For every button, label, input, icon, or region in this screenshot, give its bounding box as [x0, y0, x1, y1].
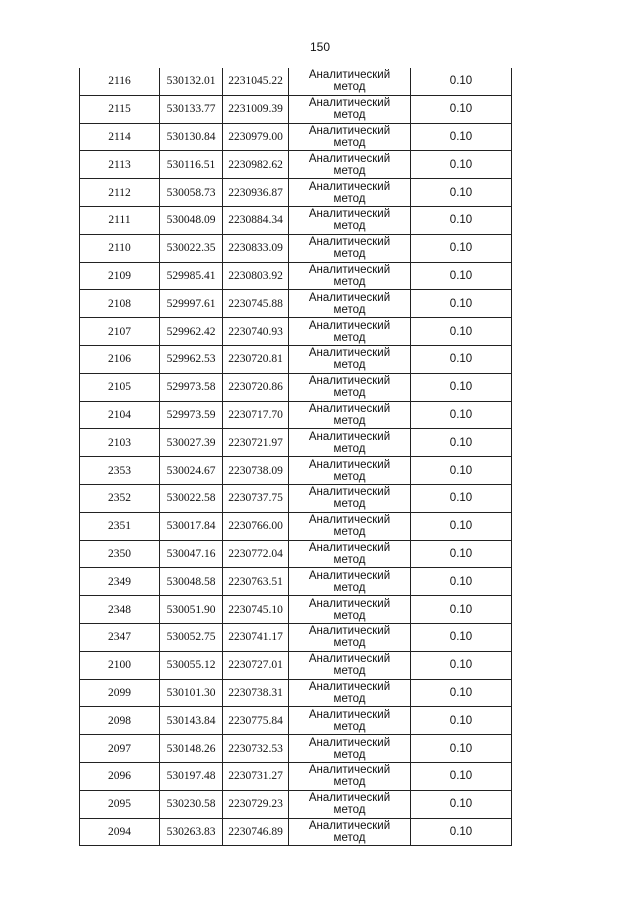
- error-cell: 0.10: [411, 151, 512, 179]
- method-cell: [289, 457, 411, 485]
- method-label-line2: метод: [333, 331, 366, 344]
- error-cell: 0.10: [411, 707, 512, 735]
- method-label-line1: Аналитический: [308, 708, 391, 721]
- point-id-cell: 2114: [80, 123, 160, 151]
- method-label-line1: Аналитический: [308, 375, 391, 388]
- x-coordinate-cell: 530101.30: [160, 679, 223, 707]
- method-label-line1: Аналитический: [308, 514, 391, 527]
- error-cell: 0.10: [411, 68, 512, 95]
- point-id-cell: 2098: [80, 707, 160, 735]
- point-id-cell: 2110: [80, 234, 160, 262]
- table-row: [80, 206, 512, 234]
- method-cell: [289, 540, 411, 568]
- x-coordinate-cell: 530058.73: [160, 179, 223, 207]
- method-cell: [289, 679, 411, 707]
- y-coordinate-cell: 2230884.34: [223, 206, 289, 234]
- table-row: [80, 95, 512, 123]
- method-cell: [289, 568, 411, 596]
- table-row: [80, 262, 512, 290]
- method-cell: [289, 512, 411, 540]
- method-label-line2: метод: [333, 109, 366, 122]
- y-coordinate-cell: 2230766.00: [223, 512, 289, 540]
- method-label-line2: метод: [333, 248, 366, 261]
- method-label-line2: метод: [333, 776, 366, 789]
- point-id-cell: 2097: [80, 735, 160, 763]
- x-coordinate-cell: 529973.58: [160, 373, 223, 401]
- point-id-cell: 2349: [80, 568, 160, 596]
- x-coordinate-cell: 530055.12: [160, 651, 223, 679]
- point-id-cell: 2103: [80, 429, 160, 457]
- method-cell: [289, 373, 411, 401]
- y-coordinate-cell: 2230717.70: [223, 401, 289, 429]
- method-label-line1: Аналитический: [308, 653, 391, 666]
- method-label-line1: Аналитический: [308, 792, 391, 805]
- error-cell: 0.10: [411, 95, 512, 123]
- x-coordinate-cell: 530132.01: [160, 68, 223, 95]
- method-label-line1: Аналитический: [308, 208, 391, 221]
- point-id-cell: 2116: [80, 68, 160, 95]
- y-coordinate-cell: 2230772.04: [223, 540, 289, 568]
- point-id-cell: 2347: [80, 623, 160, 651]
- x-coordinate-cell: 530263.83: [160, 818, 223, 846]
- x-coordinate-cell: 530230.58: [160, 790, 223, 818]
- method-label-line2: метод: [333, 414, 366, 427]
- method-cell: [289, 262, 411, 290]
- x-coordinate-cell: 530052.75: [160, 623, 223, 651]
- method-cell: [289, 651, 411, 679]
- method-label-line2: метод: [333, 665, 366, 678]
- method-label-line2: метод: [333, 81, 366, 94]
- x-coordinate-cell: 529973.59: [160, 401, 223, 429]
- x-coordinate-cell: 530133.77: [160, 95, 223, 123]
- method-cell: [289, 623, 411, 651]
- method-label-line2: метод: [333, 442, 366, 455]
- point-id-cell: 2111: [80, 206, 160, 234]
- y-coordinate-cell: 2230732.53: [223, 735, 289, 763]
- y-coordinate-cell: 2231009.39: [223, 95, 289, 123]
- y-coordinate-cell: 2230738.09: [223, 457, 289, 485]
- method-cell: [289, 290, 411, 318]
- method-cell: [289, 707, 411, 735]
- method-label-line2: метод: [333, 748, 366, 761]
- point-id-cell: 2348: [80, 596, 160, 624]
- error-cell: 0.10: [411, 373, 512, 401]
- table-row: [80, 429, 512, 457]
- table-row: [80, 234, 512, 262]
- y-coordinate-cell: 2230982.62: [223, 151, 289, 179]
- point-id-cell: 2112: [80, 179, 160, 207]
- method-label-line1: Аналитический: [308, 402, 391, 415]
- error-cell: 0.10: [411, 818, 512, 846]
- method-cell: [289, 484, 411, 512]
- method-label-line1: Аналитический: [308, 347, 391, 360]
- error-cell: 0.10: [411, 512, 512, 540]
- method-label-line1: Аналитический: [308, 319, 391, 332]
- method-label-line1: Аналитический: [308, 486, 391, 499]
- x-coordinate-cell: 529997.61: [160, 290, 223, 318]
- method-label-line1: Аналитический: [308, 236, 391, 249]
- error-cell: 0.10: [411, 457, 512, 485]
- x-coordinate-cell: 530048.58: [160, 568, 223, 596]
- method-cell: [289, 790, 411, 818]
- table-row: [80, 596, 512, 624]
- error-cell: 0.10: [411, 318, 512, 346]
- x-coordinate-cell: 530047.16: [160, 540, 223, 568]
- x-coordinate-cell: 530022.35: [160, 234, 223, 262]
- error-cell: 0.10: [411, 206, 512, 234]
- x-coordinate-cell: 530027.39: [160, 429, 223, 457]
- method-label-line1: Аналитический: [308, 263, 391, 276]
- y-coordinate-cell: 2230720.86: [223, 373, 289, 401]
- error-cell: 0.10: [411, 651, 512, 679]
- x-coordinate-cell: 530197.48: [160, 762, 223, 790]
- error-cell: 0.10: [411, 484, 512, 512]
- x-coordinate-cell: 530148.26: [160, 735, 223, 763]
- x-coordinate-cell: 530116.51: [160, 151, 223, 179]
- y-coordinate-cell: 2230727.01: [223, 651, 289, 679]
- point-id-cell: 2099: [80, 679, 160, 707]
- table-row: [80, 735, 512, 763]
- y-coordinate-cell: 2230746.89: [223, 818, 289, 846]
- error-cell: 0.10: [411, 429, 512, 457]
- error-cell: 0.10: [411, 234, 512, 262]
- x-coordinate-cell: 530143.84: [160, 707, 223, 735]
- x-coordinate-cell: 530017.84: [160, 512, 223, 540]
- point-id-cell: 2352: [80, 484, 160, 512]
- table-row: [80, 457, 512, 485]
- table-row: [80, 401, 512, 429]
- x-coordinate-cell: 529962.42: [160, 318, 223, 346]
- error-cell: 0.10: [411, 540, 512, 568]
- method-cell: [289, 429, 411, 457]
- table-row: [80, 290, 512, 318]
- point-id-cell: 2104: [80, 401, 160, 429]
- point-id-cell: 2353: [80, 457, 160, 485]
- method-cell: [289, 596, 411, 624]
- method-label-line1: Аналитический: [308, 764, 391, 777]
- table-row: [80, 568, 512, 596]
- y-coordinate-cell: 2230731.27: [223, 762, 289, 790]
- y-coordinate-cell: 2230729.23: [223, 790, 289, 818]
- y-coordinate-cell: 2230745.10: [223, 596, 289, 624]
- x-coordinate-cell: 530130.84: [160, 123, 223, 151]
- method-label-line1: Аналитический: [308, 152, 391, 165]
- error-cell: 0.10: [411, 762, 512, 790]
- error-cell: 0.10: [411, 179, 512, 207]
- method-cell: [289, 762, 411, 790]
- point-id-cell: 2095: [80, 790, 160, 818]
- method-label-line2: метод: [333, 192, 366, 205]
- method-label-line2: метод: [333, 720, 366, 733]
- method-label-line2: метод: [333, 220, 366, 233]
- method-label-line1: Аналитический: [308, 180, 391, 193]
- y-coordinate-cell: 2230720.81: [223, 345, 289, 373]
- table-row: [80, 484, 512, 512]
- table-row: [80, 651, 512, 679]
- coordinates-table: [79, 68, 512, 846]
- point-id-cell: 2350: [80, 540, 160, 568]
- table-row: [80, 318, 512, 346]
- method-label-line2: метод: [333, 387, 366, 400]
- table-row: [80, 790, 512, 818]
- x-coordinate-cell: 530022.58: [160, 484, 223, 512]
- point-id-cell: 2113: [80, 151, 160, 179]
- x-coordinate-cell: 529985.41: [160, 262, 223, 290]
- method-label-line2: метод: [333, 637, 366, 650]
- method-label-line1: Аналитический: [308, 458, 391, 471]
- method-label-line2: метод: [333, 553, 366, 566]
- method-label-line2: метод: [333, 831, 366, 844]
- method-cell: [289, 234, 411, 262]
- x-coordinate-cell: 529962.53: [160, 345, 223, 373]
- table-row: [80, 512, 512, 540]
- method-cell: [289, 735, 411, 763]
- coordinates-table-body: [80, 68, 512, 846]
- y-coordinate-cell: 2230763.51: [223, 568, 289, 596]
- error-cell: 0.10: [411, 123, 512, 151]
- method-label-line1: Аналитический: [308, 597, 391, 610]
- point-id-cell: 2115: [80, 95, 160, 123]
- method-label-line2: метод: [333, 164, 366, 177]
- table-row: [80, 151, 512, 179]
- error-cell: 0.10: [411, 290, 512, 318]
- method-cell: [289, 95, 411, 123]
- error-cell: 0.10: [411, 623, 512, 651]
- x-coordinate-cell: 530051.90: [160, 596, 223, 624]
- method-label-line2: метод: [333, 303, 366, 316]
- method-label-line2: метод: [333, 275, 366, 288]
- method-cell: [289, 206, 411, 234]
- point-id-cell: 2351: [80, 512, 160, 540]
- method-cell: [289, 151, 411, 179]
- method-cell: [289, 318, 411, 346]
- method-label-line1: Аналитический: [308, 291, 391, 304]
- method-label-line1: Аналитический: [308, 69, 391, 82]
- error-cell: 0.10: [411, 679, 512, 707]
- point-id-cell: 2105: [80, 373, 160, 401]
- method-label-line2: метод: [333, 804, 366, 817]
- point-id-cell: 2094: [80, 818, 160, 846]
- method-label-line2: метод: [333, 609, 366, 622]
- error-cell: 0.10: [411, 345, 512, 373]
- y-coordinate-cell: 2230741.17: [223, 623, 289, 651]
- x-coordinate-cell: 530024.67: [160, 457, 223, 485]
- point-id-cell: 2100: [80, 651, 160, 679]
- method-label-line1: Аналитический: [308, 736, 391, 749]
- method-label-line2: метод: [333, 498, 366, 511]
- error-cell: 0.10: [411, 262, 512, 290]
- y-coordinate-cell: 2230775.84: [223, 707, 289, 735]
- point-id-cell: 2109: [80, 262, 160, 290]
- y-coordinate-cell: 2230936.87: [223, 179, 289, 207]
- method-label-line2: метод: [333, 581, 366, 594]
- method-label-line2: метод: [333, 526, 366, 539]
- method-cell: [289, 179, 411, 207]
- method-cell: [289, 345, 411, 373]
- table-row: [80, 679, 512, 707]
- point-id-cell: 2096: [80, 762, 160, 790]
- method-label-line1: Аналитический: [308, 625, 391, 638]
- method-cell: [289, 123, 411, 151]
- table-row: [80, 540, 512, 568]
- table-row: [80, 762, 512, 790]
- method-label-line2: метод: [333, 470, 366, 483]
- y-coordinate-cell: 2231045.22: [223, 68, 289, 95]
- table-row: [80, 707, 512, 735]
- table-row: [80, 373, 512, 401]
- table-row: [80, 68, 512, 95]
- table-row: [80, 123, 512, 151]
- y-coordinate-cell: 2230979.00: [223, 123, 289, 151]
- error-cell: 0.10: [411, 596, 512, 624]
- method-cell: [289, 401, 411, 429]
- table-row: [80, 623, 512, 651]
- error-cell: 0.10: [411, 735, 512, 763]
- method-label-line2: метод: [333, 359, 366, 372]
- point-id-cell: 2106: [80, 345, 160, 373]
- method-label-line2: метод: [333, 692, 366, 705]
- error-cell: 0.10: [411, 401, 512, 429]
- point-id-cell: 2108: [80, 290, 160, 318]
- method-cell: [289, 68, 411, 95]
- method-label-line2: метод: [333, 136, 366, 149]
- error-cell: 0.10: [411, 568, 512, 596]
- y-coordinate-cell: 2230721.97: [223, 429, 289, 457]
- method-label-line1: Аналитический: [308, 97, 391, 110]
- table-row: [80, 179, 512, 207]
- method-label-line1: Аналитический: [308, 569, 391, 582]
- table-row: [80, 818, 512, 846]
- y-coordinate-cell: 2230740.93: [223, 318, 289, 346]
- y-coordinate-cell: 2230833.09: [223, 234, 289, 262]
- y-coordinate-cell: 2230738.31: [223, 679, 289, 707]
- method-label-line1: Аналитический: [308, 680, 391, 693]
- method-label-line1: Аналитический: [308, 819, 391, 832]
- method-label-line1: Аналитический: [308, 124, 391, 137]
- x-coordinate-cell: 530048.09: [160, 206, 223, 234]
- point-id-cell: 2107: [80, 318, 160, 346]
- method-label-line1: Аналитический: [308, 541, 391, 554]
- y-coordinate-cell: 2230803.92: [223, 262, 289, 290]
- error-cell: 0.10: [411, 790, 512, 818]
- table-row: [80, 345, 512, 373]
- page-number: 150: [309, 40, 331, 54]
- method-cell: [289, 818, 411, 846]
- y-coordinate-cell: 2230737.75: [223, 484, 289, 512]
- y-coordinate-cell: 2230745.88: [223, 290, 289, 318]
- method-label-line1: Аналитический: [308, 430, 391, 443]
